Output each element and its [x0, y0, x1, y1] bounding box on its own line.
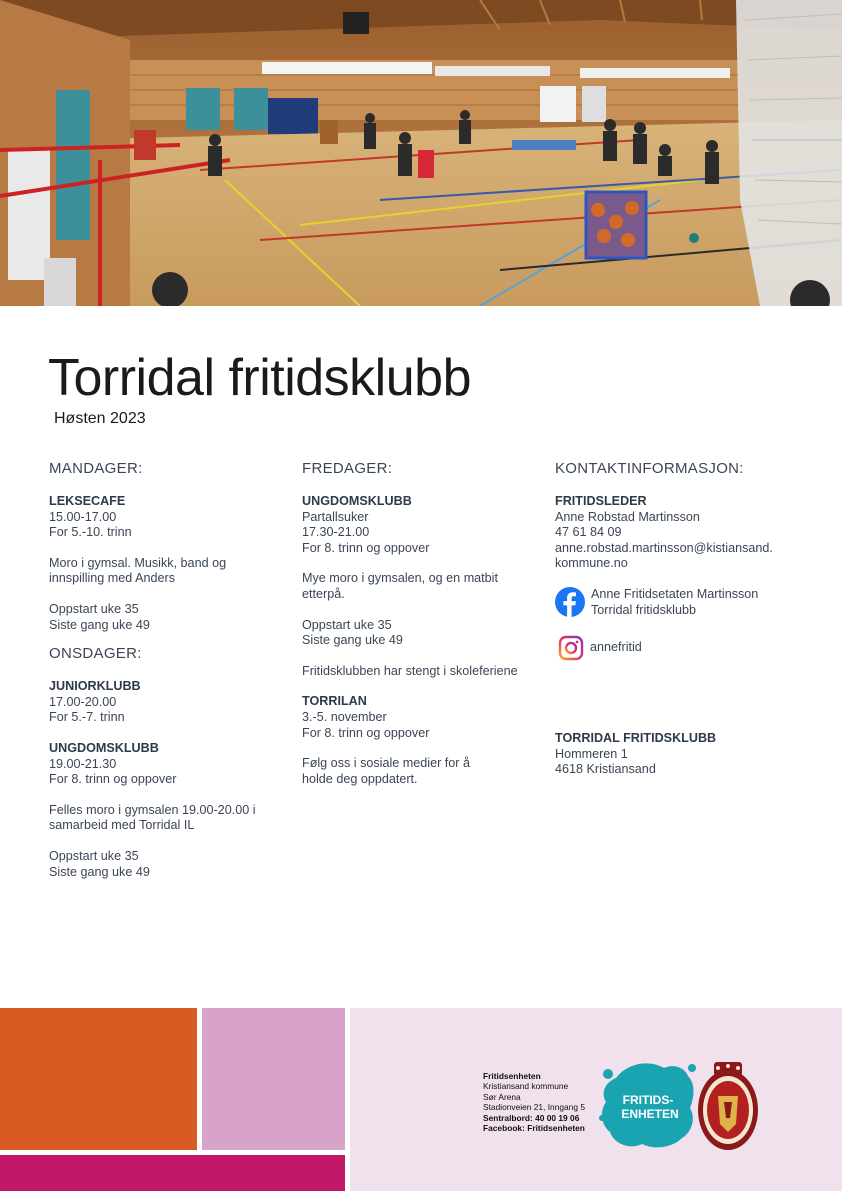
leader-block	[555, 494, 835, 572]
facebook-link[interactable]	[555, 587, 835, 618]
heading-contact: KONTAKTINFORMASJON:	[555, 460, 744, 477]
juniorklubb-title: JUNIORKLUBB	[49, 679, 141, 694]
follow-line: Følg oss i sosiale medier for å	[302, 756, 470, 771]
leader-phone[interactable]: 47 61 84 09	[555, 525, 622, 540]
torrilan-date: 3.-5. november	[302, 709, 387, 724]
footer-phone: Sentralbord: 40 00 19 06	[483, 1112, 580, 1123]
friday-desc-line: Mye moro i gymsalen, og en matbit	[302, 571, 498, 586]
footer-venue: Sør Arena	[483, 1091, 521, 1102]
footer-light-panel	[350, 1008, 842, 1191]
friday-end: Siste gang uke 49	[302, 633, 403, 648]
friday-start: Oppstart uke 35	[302, 617, 392, 632]
wednesday-description	[49, 803, 279, 834]
page-title: Torridal fritidsklubb	[48, 349, 471, 407]
wednesday-desc-line: Felles moro i gymsalen 19.00-20.00 i	[49, 802, 256, 817]
juniorklubb-grade: For 5.-7. trinn	[49, 710, 125, 725]
holiday-closed-text: Fritidsklubben har stengt i skoleferiene	[302, 663, 518, 678]
instagram-handle: annefritid	[590, 640, 642, 655]
torrilan-block	[302, 694, 532, 741]
footer-facebook: Facebook: Fritidsenheten	[483, 1123, 585, 1134]
friday-period	[302, 618, 532, 649]
wednesday-desc-line: samarbeid med Torridal IL	[49, 818, 195, 833]
footer-magenta-bar	[0, 1155, 345, 1191]
follow-line: holde deg oppdatert.	[302, 771, 418, 786]
wednesday-ungdomsklubb-block	[49, 741, 279, 788]
club-name: TORRIDAL FRITIDSKLUBB	[555, 731, 717, 746]
kristiansand-coat-of-arms	[696, 1058, 760, 1152]
juniorklubb-block	[49, 679, 279, 726]
leksecafe-title: LEKSECAFE	[49, 494, 126, 508]
club-street: Hommeren 1	[555, 746, 628, 761]
torrilan-title: TORRILAN	[302, 694, 367, 709]
wednesday-period	[49, 849, 279, 880]
ungdomsklubb-grade: For 8. trinn og oppover	[302, 540, 430, 555]
footer-address	[483, 1071, 585, 1133]
ungdomsklubb-time: 19.00-21.30	[49, 756, 117, 771]
footer-orange-block	[0, 1008, 197, 1150]
heading-wednesdays: ONSDAGER:	[49, 645, 142, 663]
holiday-notice	[302, 664, 532, 680]
facebook-page: Torridal fritidsklubb	[591, 602, 696, 617]
fritidsenheten-logo	[598, 1058, 698, 1150]
leksecafe-grade: For 5.-10. trinn	[49, 525, 132, 540]
hero-photo	[0, 0, 842, 306]
footer-street: Stadionveien 21, Inngang 5	[483, 1102, 585, 1113]
leksecafe-block	[49, 494, 279, 541]
heading-mondays: MANDAGER:	[49, 460, 143, 477]
monday-period	[49, 602, 279, 633]
ungdomsklubb-title: UNGDOMSKLUBB	[302, 494, 412, 508]
wednesday-start: Oppstart uke 35	[49, 848, 139, 863]
follow-us-text	[302, 756, 532, 787]
leader-role: FRITIDSLEDER	[555, 494, 647, 508]
monday-start: Oppstart uke 35	[49, 601, 139, 616]
friday-desc-line: etterpå.	[302, 586, 345, 601]
instagram-link[interactable]	[555, 635, 835, 661]
friday-description	[302, 571, 532, 602]
column-fridays	[302, 460, 532, 802]
footer-org: Fritidsenheten	[483, 1071, 541, 1081]
club-city: 4618 Kristiansand	[555, 762, 656, 777]
facebook-icon	[555, 587, 585, 617]
monday-description	[49, 556, 279, 587]
column-mondays-wednesdays	[49, 460, 279, 895]
ungdomsklubb-title: UNGDOMSKLUBB	[49, 740, 159, 755]
logo-text-line2: ENHETEN	[621, 1107, 679, 1121]
gym-hall-illustration	[0, 0, 842, 306]
torrilan-grade: For 8. trinn og oppover	[302, 725, 430, 740]
ungdomsklubb-weeks: Partallsuker	[302, 509, 369, 524]
monday-end: Siste gang uke 49	[49, 617, 150, 632]
leader-email[interactable]: anne.robstad.martinsson@kistiansand.	[555, 540, 773, 555]
wednesday-end: Siste gang uke 49	[49, 864, 150, 879]
season-subtitle: Høsten 2023	[54, 410, 146, 427]
leksecafe-time: 15.00-17.00	[49, 509, 117, 524]
column-contact	[555, 460, 835, 793]
facebook-name: Anne Fritidsetaten Martinsson	[591, 586, 759, 601]
club-address-block	[555, 731, 835, 778]
ungdomsklubb-time: 17.30-21.00	[302, 525, 370, 540]
juniorklubb-time: 17.00-20.00	[49, 694, 117, 709]
heading-fridays: FREDAGER:	[302, 460, 393, 477]
monday-desc-line: Moro i gymsal. Musikk, band og	[49, 555, 227, 570]
leader-email-cont[interactable]: kommune.no	[555, 556, 628, 571]
monday-desc-line: innspilling med Anders	[49, 571, 176, 586]
instagram-icon	[558, 635, 584, 661]
logo-text-line1: FRITIDS-	[622, 1093, 674, 1107]
footer-pink-block	[202, 1008, 345, 1150]
ungdomsklubb-grade: For 8. trinn og oppover	[49, 772, 177, 787]
leader-name: Anne Robstad Martinsson	[555, 509, 700, 524]
footer-municipality: Kristiansand kommune	[483, 1081, 569, 1092]
friday-ungdomsklubb-block	[302, 494, 532, 556]
